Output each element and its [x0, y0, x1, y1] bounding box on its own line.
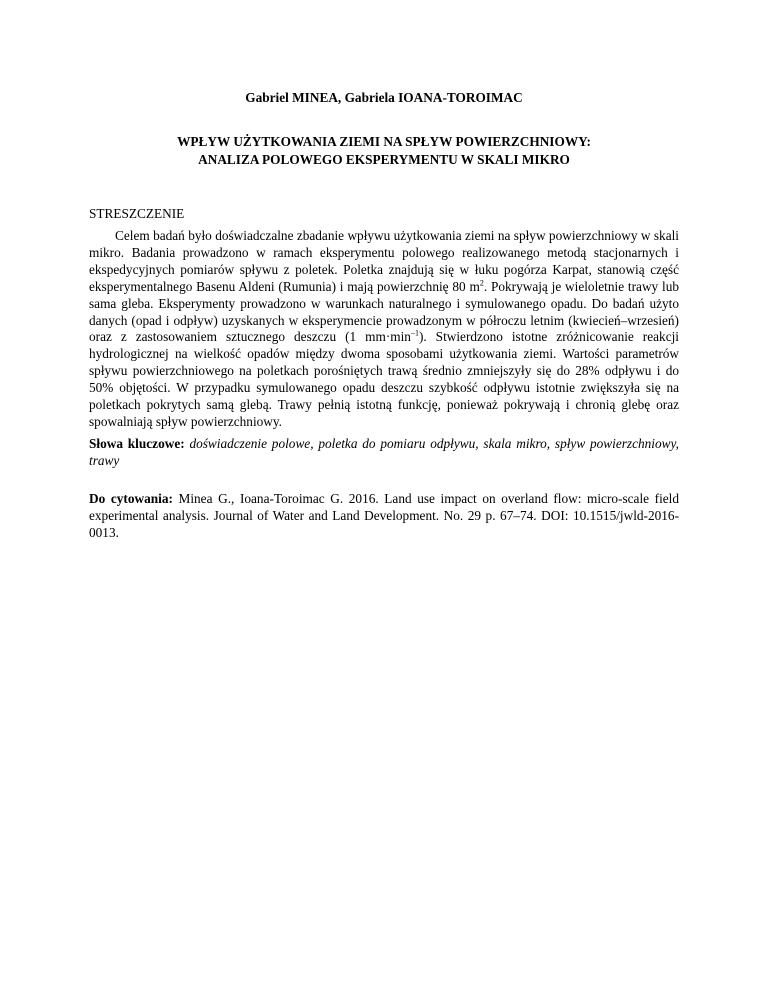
abstract-superscript-area: 2 [479, 278, 484, 288]
abstract-superscript-rate: –1 [410, 329, 419, 339]
keywords-label: Słowa kluczowe: [89, 436, 185, 451]
abstract-paragraph [89, 228, 679, 431]
citation [89, 490, 679, 541]
abstract-text-part-3: ). Stwierdzono istotne zróżnicowanie reakcji hydrologicznej na wielkość opadów między dwoma sposobami użytkowania ziemi. Wartości parametrów spływu powierzchniowego na poletkach porośniętych trawą średnio zmniejszyły się do 28% odpływu i do 50% objętości. W przypadku symulowanego opadu deszczu szybkość odpływu istotnie zwiększyła się na poletkach pokrytych samą glebą. Trawy pełnią istotną funkcję, ponieważ pokrywają i chronią glebę oraz spowalniają spływ powierzchniowy. [89, 329, 679, 429]
abstract-text-part-2: . Pokrywają je wieloletnie trawy lub sama gleba. Eksperymenty prowadzono w warunkach naturalnego i symulowanego opadu. Do badań użyto danych (opad i odpływ) uzyskanych w eksperymencie prowadzonym w półroczu letnim (kwiecień–wrzesień) oraz z zastosowaniem sztucznego deszczu (1 mm·min [89, 278, 679, 345]
authors: Gabriel MINEA, Gabriela IOANA-TOROIMAC [245, 90, 523, 105]
paper-title [100, 133, 668, 168]
keywords [89, 435, 679, 469]
abstract-text-part-1: Celem badań było doświadczalne zbadanie wpływu użytkowania ziemi na spływ powierzchniowy w skali mikro. Badania prowadzono w ramach eksperymentu polowego realizowanego metodą stacjonarnych i ekspedycyjnych pomiarów spływu z poletek. Poletka znajdują się w łuku pogórza Karpat, stanowią część eksperymentalnego Basenu Aldeni (Rumunia) i mają powierzchnię 80 m [89, 228, 679, 294]
paper-title-line-1: WPŁYW UŻYTKOWANIA ZIEMI NA SPŁYW POWIERZCHNIOWY: [177, 134, 591, 149]
citation-label: Do cytowania: [89, 491, 173, 506]
abstract-heading: STRESZCZENIE [89, 206, 185, 221]
citation-text: Minea G., Ioana-Toroimac G. 2016. Land use impact on overland flow: micro-scale field experimental analysis. Journal of Water and Land Development. No. 29 p. 67–74. DOI: 10.1515/jwld-2016-0013. [89, 491, 680, 540]
keywords-text: doświadczenie polowe, poletka do pomiaru odpływu, skala mikro, spływ powierzchniowy, trawy [89, 436, 679, 468]
paper-title-line-2: ANALIZA POLOWEGO EKSPERYMENTU W SKALI MIKRO [198, 151, 570, 167]
